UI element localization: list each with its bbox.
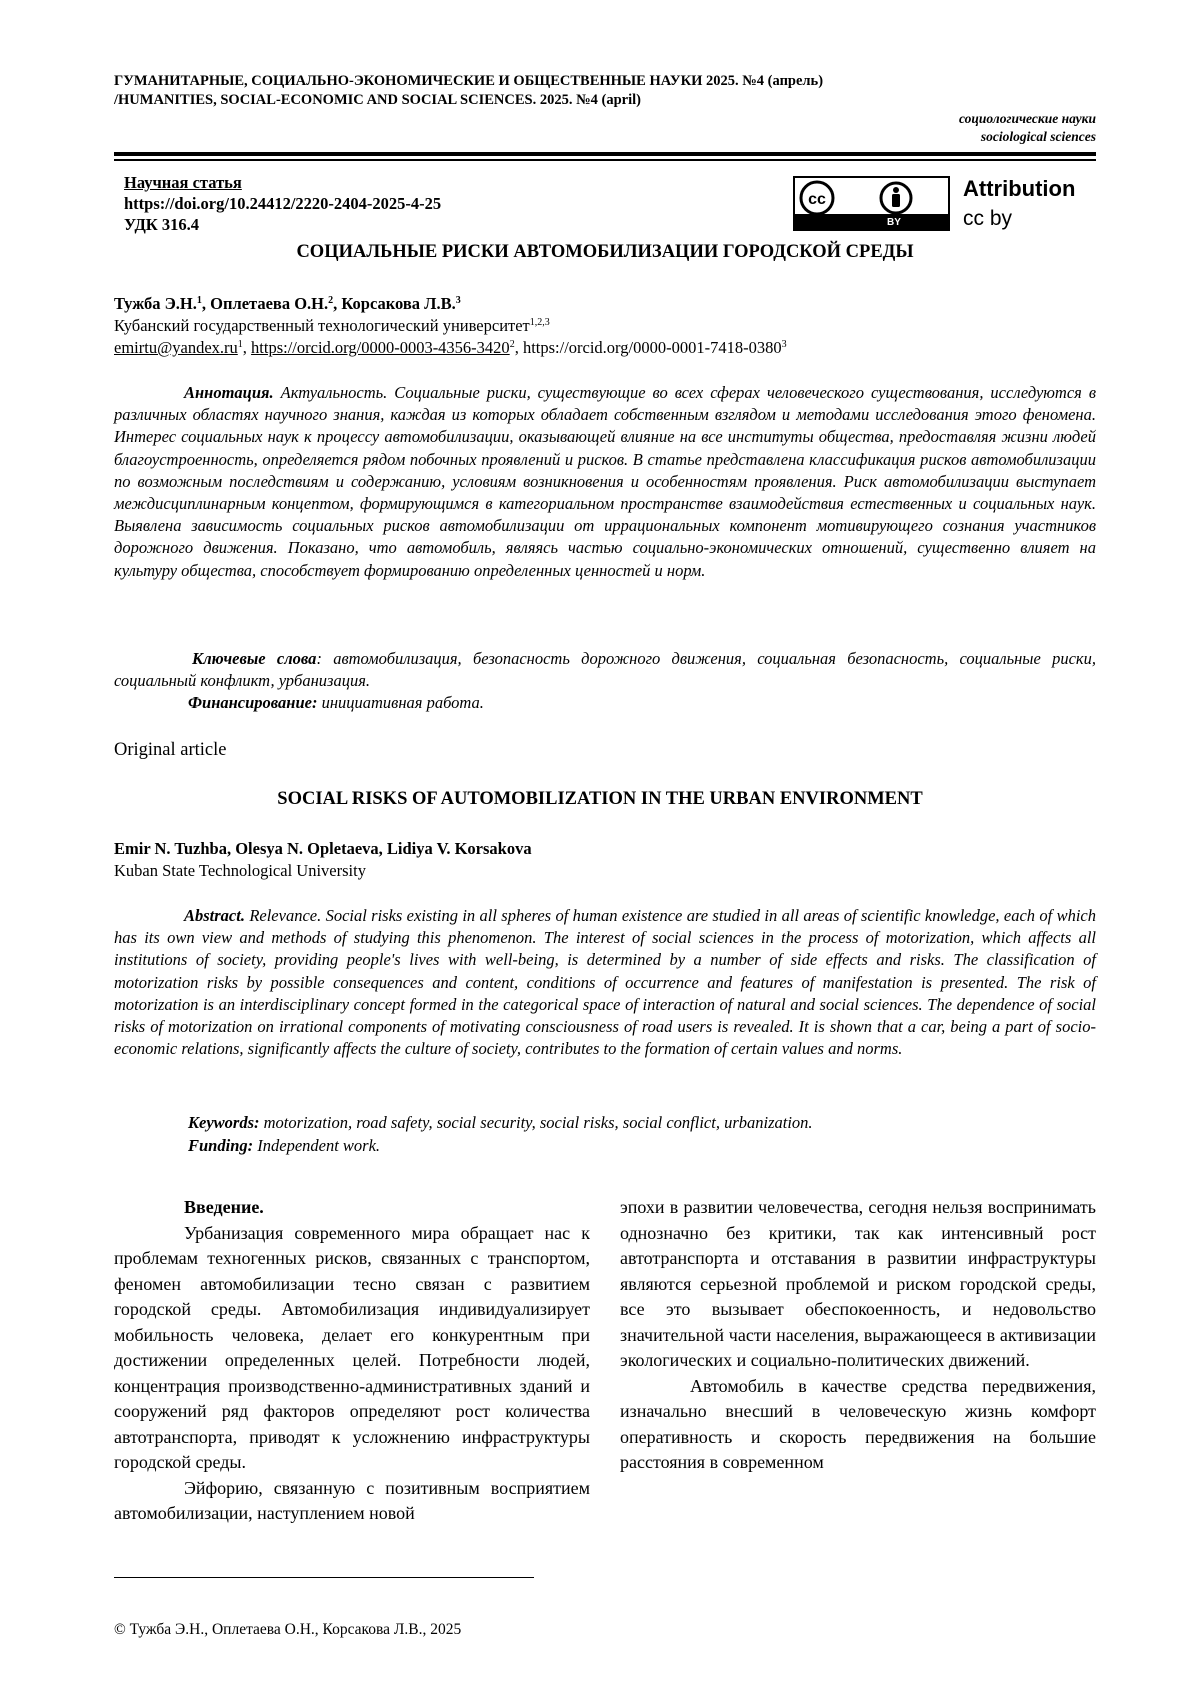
funding-text-ru: инициативная работа.: [317, 693, 484, 712]
contacts-ru: $emirtu@yandex.ru^1$, https://orcid.org/0000-0003-4356-3420$^2$, https://orcid.org/0000-0001-7418-0380$^3$: [114, 338, 787, 357]
journal-title-en: /HUMANITIES, SOCIAL-ECONOMIC AND SOCIAL SCIENCES. 2025. №4 (april): [114, 92, 641, 108]
author-2: Оплетаева О.Н.: [210, 294, 329, 313]
cc-badge-by: BY: [887, 217, 901, 228]
body-paragraph: эпохи в развитии человечества, сегодня нельзя воспринимать однозначно без критики, так как интенсивный рост автотранспорта и отставания в развитии инфраструктуры являются серьезной проблемой и риском городской среды, все это вызывает обеспокоенность, и недовольство значительной части населения, выражающееся в активизации экологических и социально-политических движений.: [620, 1197, 1096, 1370]
udc-code: УДК 316.4: [124, 215, 200, 234]
funding-text-en: Independent work.: [253, 1136, 381, 1155]
author-3: Корсакова Л.В.: [341, 294, 456, 313]
abstract-ru: [114, 382, 1096, 582]
license-subtitle: cc by: [963, 207, 1013, 230]
section-ru: социологические науки: [958, 111, 1096, 126]
funding-ru: [114, 692, 1096, 714]
abstract-label-ru: Аннотация.: [184, 383, 274, 402]
abstract-en: [114, 905, 1096, 1060]
abstract-text-ru: Актуальность. Социальные риски, существующие во всех сферах человеческого существования, исследуются в различных областях научного знания, каждая из которых обладает собственным взглядом и методами исследования этого феномена. Интерес социальных наук к процессу автомобилизации, оказывающей влияние на все институты общества, предоставляя жизни людей благоустроенность, определяется рядом побочных проявлений и рисков. В статье представлена классификация рисков автомобилизации по возможным последствиям и содержанию, условиям возникновения и особенностям проявления. Риск автомобилизации выступает междисциплинарным концептом, формирующимся в категориальном пространстве взаимодействия естественных и социальных наук. Выявлена зависимость социальных рисков автомобилизации от иррациональных компонент мотивирующего сознания участников дорожного движения. Показано, что автомобиль, являясь частью социально-экономических отношений, существенно влияет на культуру общества, способствует формированию определенных ценностей и норм.: [114, 383, 1096, 580]
affiliation-en: Kuban State Technological University: [114, 861, 366, 880]
body-paragraph: Урбанизация современного мира обращает нас к проблемам техногенных рисков, связанных с транспортом, феномен автомобилизации тесно связан с развитием городской среды. Автомобилизация индивидуализирует мобильность человека, делает его конкурентным при достижении определенных целей. Потребности людей, концентрация производственно-административных зданий и сооружений ряд факторов определяют рост количества автотранспорта, приводят к усложнению инфраструктуры городской среды.: [114, 1222, 590, 1472]
keywords-ru: [114, 648, 1096, 692]
keywords-text-ru: : автомобилизация, безопасность дорожного движения, социальная безопасность, социальные риски, социальный конфликт, урбанизация.: [114, 649, 1096, 690]
copyright-notice: © Тужба Э.Н., Оплетаева О.Н., Корсакова Л.В., 2025: [114, 1621, 462, 1638]
keywords-text-en: motorization, road safety, social security, social risks, social conflict, urbanization.: [259, 1113, 813, 1132]
body-paragraph: Автомобиль в качестве средства передвижения, изначально внесший в человеческую жизнь комфорт оперативность и скорость передвижения на большие расстояния в современном: [620, 1375, 1096, 1472]
author-names-en: Emir N. Tuzhba, Olesya N. Opletaeva, Lidiya V. Korsakova: [114, 839, 532, 858]
funding-label-en: Funding:: [188, 1136, 254, 1155]
cc-icon: [795, 178, 948, 218]
header-rule-thick: [114, 152, 1096, 156]
article-title-en: SOCIAL RISKS OF AUTOMOBILIZATION IN THE URBAN ENVIRONMENT: [277, 789, 923, 809]
section-en: sociological sciences: [980, 129, 1096, 144]
article-meta: [124, 172, 441, 235]
authors-ru: [114, 293, 1096, 359]
author-names-ru: Тужба Э.Н.$^1$, Оплетаева О.Н.$^2$, Корсакова Л.В.$^3$: [114, 294, 461, 313]
article-type: Научная статья: [124, 173, 242, 192]
article-type-en: Original article: [114, 740, 227, 760]
doi-link[interactable]: https://doi.org/10.24412/2220-2404-2025-4-25: [124, 194, 442, 213]
email-link[interactable]: emirtu@yandex.ru: [114, 338, 238, 357]
journal-title-ru: ГУМАНИТАРНЫЕ, СОЦИАЛЬНО-ЭКОНОМИЧЕСКИЕ И ОБЩЕСТВЕННЫЕ НАУКИ 2025. №4 (апрель): [114, 73, 824, 89]
funding-en: [114, 1135, 1096, 1157]
header-rule-thin: [114, 159, 1096, 161]
cc-icon-text: cc: [808, 191, 826, 208]
body-column-left: [114, 1195, 590, 1527]
affiliation-ru: Кубанский государственный технологический университет$^{1,2,3}$: [114, 316, 550, 335]
funding-label-ru: Финансирование:: [188, 693, 318, 712]
authors-en: [114, 838, 532, 882]
keywords-label-en: Keywords:: [188, 1113, 260, 1132]
orcid-link-2[interactable]: https://orcid.org/0000-0003-4356-3420: [251, 338, 510, 357]
body-column-right: [620, 1195, 1096, 1476]
license-block[interactable]: [793, 176, 1103, 236]
license-title: Attribution: [963, 176, 1076, 201]
journal-header: [114, 72, 1094, 110]
author-1: Тужба Э.Н.: [114, 294, 197, 313]
section-heading-intro: Введение.: [184, 1197, 264, 1217]
abstract-text-en: Relevance. Social risks existing in all spheres of human existence are studied in all areas of scientific knowledge, each of which has its own view and methods of studying this phenomenon. The interest of social sciences in the process of motorization, which affects all institutions of society, providing people's lives with well-being, is determined by a number of side effects and risks. The classification of motorization risks by possible consequences and content, conditions of occurrence and features of manifestation is presented. The risk of motorization is an interdisciplinary concept formed in the categorical space of interaction of natural and social sciences. The dependence of social risks of motorization on irrational components of motivating consciousness of road users is revealed. It is shown that a car, being a part of socio-economic relations, significantly affects the culture of society, contributes to the formation of certain values and norms.: [114, 906, 1096, 1059]
keywords-en: [114, 1112, 1096, 1134]
section-tag: [959, 110, 1096, 146]
body-paragraph: Эйфорию, связанную с позитивным восприятием автомобилизации, наступлением новой: [114, 1477, 590, 1523]
cc-by-badge: [793, 176, 950, 231]
article-title-ru: СОЦИАЛЬНЫЕ РИСКИ АВТОМОБИЛИЗАЦИИ ГОРОДСКОЙ СРЕДЫ: [296, 242, 914, 262]
footnote-rule: [114, 1577, 534, 1578]
keywords-label-ru: Ключевые слова: [192, 649, 317, 668]
orcid-link-3[interactable]: https://orcid.org/0000-0001-7418-0380: [522, 338, 782, 357]
abstract-label-en: Abstract.: [184, 906, 245, 925]
cc-badge-bar: [795, 214, 948, 229]
